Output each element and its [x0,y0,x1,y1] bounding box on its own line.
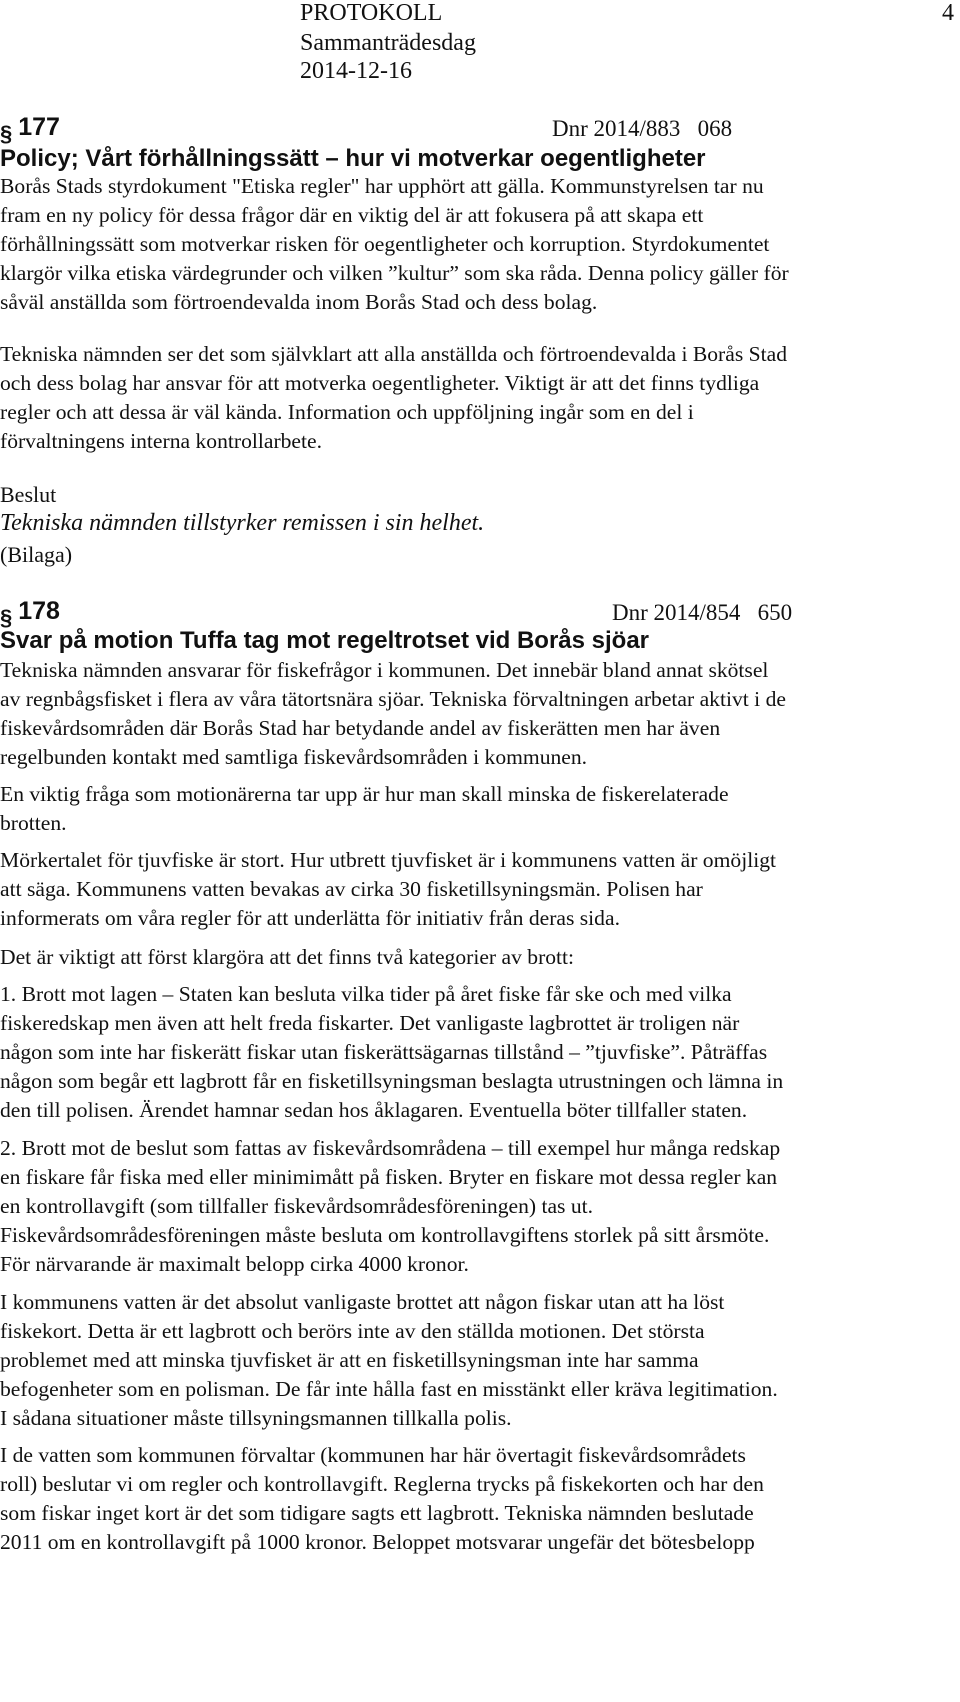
section-body [0,1288,940,1433]
section-body [0,980,940,1125]
body-line: av regnbågsfisket i flera av våra tätortsnära sjöar. Tekniska förvaltningen arbetar aktivt i de [0,687,786,711]
body-line: Mörkertalet för tjuvfiske är stort. Hur utbrett tjuvfisket är i kommunens vatten är omöjligt [0,848,776,872]
body-line: klargör vilka etiska värdegrunder och vilken ”kultur” som ska råda. Denna policy gäller för [0,261,789,285]
body-line: 2. Brott mot de beslut som fattas av fiskevårdsområdena – till exempel hur många redskap [0,1136,781,1160]
section-body [0,780,940,838]
body-line: en fiskare får fiska med eller minimimått på fisken. Bryter en fiskare mot dessa regler kan [0,1165,778,1189]
section-body [0,1441,940,1557]
body-line: förhållningssätt som motverkar risken för oegentligheter och korruption. Styrdokumentet [0,232,770,256]
body-line: och dess bolag har ansvar för att motverka oegentligheter. Viktigt är att det finns tydliga [0,371,760,395]
body-line: I kommunens vatten är det absolut vanligaste brottet att någon fiskar utan att ha löst [0,1290,725,1314]
section-number-value: 178 [18,597,60,625]
body-line: som fiskar inget kort är det som tidigare sagts ett lagbrott. Tekniska nämnden beslutade [0,1501,754,1525]
section-body [0,943,940,972]
body-line: befogenheter som en polisman. De får inte hålla fast en misstänkt eller kräva legitimation. [0,1377,778,1401]
section-body [0,1134,940,1279]
body-line: Fiskevårdsområdesföreningen måste besluta om kontrollavgiftens storlek på sitt årsmöte. [0,1223,770,1247]
meeting-date: 2014-12-16 [300,58,412,84]
diary-number: Dnr 2014/854 650 [612,600,793,625]
paragraph-sign-icon: § [0,605,13,630]
diary-number: Dnr 2014/883 068 [552,116,733,141]
attachment-note: (Bilaga) [0,542,73,567]
body-line: roll) beslutar vi om regler och kontrollavgift. Reglerna trycks på fiskekorten och har den [0,1472,764,1496]
paragraph-sign-icon: § [0,121,13,146]
body-line: 1. Brott mot lagen – Staten kan besluta vilka tider på året fiske får ske och med vilka [0,982,732,1006]
body-line: Borås Stads styrdokument "Etiska regler" har upphört att gälla. Kommunstyrelsen tar nu [0,174,764,198]
section-title: Policy; Vårt förhållningssätt – hur vi motverkar oegentligheter [0,145,706,172]
body-line: att säga. Kommunens vatten bevakas av cirka 30 fisketillsyningsmän. Polisen har [0,877,703,901]
body-line: problemet med att minska tjuvfisket är att en fisketillsyningsman inte har samma [0,1348,699,1372]
body-line: informerats om våra regler för att underlätta för initiativ från deras sida. [0,906,620,930]
body-line: fiskekort. Detta är ett lagbrott och berörs inte av den ställda motionen. Det största [0,1319,705,1343]
body-line: I sådana situationer måste tillsyningsmannen tillkalla polis. [0,1406,512,1430]
body-line: en kontrollavgift (som tillfaller fiskevårdsområdesföreningen) tas ut. [0,1194,594,1218]
page-number: 4 [942,0,954,26]
body-line: fiskevårdsområden där Borås Stad har betydande andel av fiskerätten men har även [0,716,721,740]
body-line: I de vatten som kommunen förvaltar (kommunen har här övertagit fiskevårdsområdets [0,1443,746,1467]
section-body [0,656,940,772]
section-body [0,846,940,933]
body-line: Det är viktigt att först klargöra att det finns två kategorier av brott: [0,945,575,969]
section-number-value: 177 [18,113,60,141]
body-line: brotten. [0,811,67,835]
body-line: den till polisen. Ärendet hamnar sedan hos åklagaren. Eventuella böter tillfaller staten. [0,1098,748,1122]
section-body [0,172,940,317]
body-line: regelbunden kontakt med samtliga fiskevårdsområden i kommunen. [0,745,588,769]
section-body [0,340,940,456]
body-line: någon som inte har fiskerätt fiskar utan fiskerättsägarnas tillstånd – ”tjuvfiske”. Påträffas [0,1040,768,1064]
body-line: såväl anställda som förtroendevalda inom Borås Stad och dess bolag. [0,290,598,314]
body-line: Tekniska nämnden ser det som självklart att alla anställda och förtroendevalda i Borås Stad [0,342,788,366]
body-line: fram en ny policy för dessa frågor där en viktig del är att fokusera på att skapa ett [0,203,704,227]
body-line: regler och att dessa är väl kända. Information och uppföljning ingår som en del i [0,400,694,424]
body-line: En viktig fråga som motionärerna tar upp är hur man skall minska de fiskerelaterade [0,782,729,806]
body-line: 2011 om en kontrollavgift på 1000 kronor. Beloppet motsvarar ungefär det bötesbelopp [0,1530,755,1554]
body-line: För närvarande är maximalt belopp cirka 4000 kronor. [0,1252,469,1276]
body-line: någon som begår ett lagbrott får en fisketillsyningsman beslagta utrustningen och lämna in [0,1069,784,1093]
body-line: förvaltningens interna kontrollarbete. [0,429,322,453]
body-line: fiskeredskap men även att helt freda fiskarter. Det vanligaste lagbrottet är troligen när [0,1011,740,1035]
decision-label: Beslut [0,482,57,507]
body-line: Tekniska nämnden ansvarar för fiskefrågor i kommunen. Det innebär bland annat skötsel [0,658,769,682]
document-type: PROTOKOLL [300,0,443,26]
decision-text: Tekniska nämnden tillstyrker remissen i sin helhet. [0,510,485,536]
meeting-label: Sammanträdesdag [300,30,476,56]
section-title: Svar på motion Tuffa tag mot regeltrotset vid Borås sjöar [0,627,650,654]
